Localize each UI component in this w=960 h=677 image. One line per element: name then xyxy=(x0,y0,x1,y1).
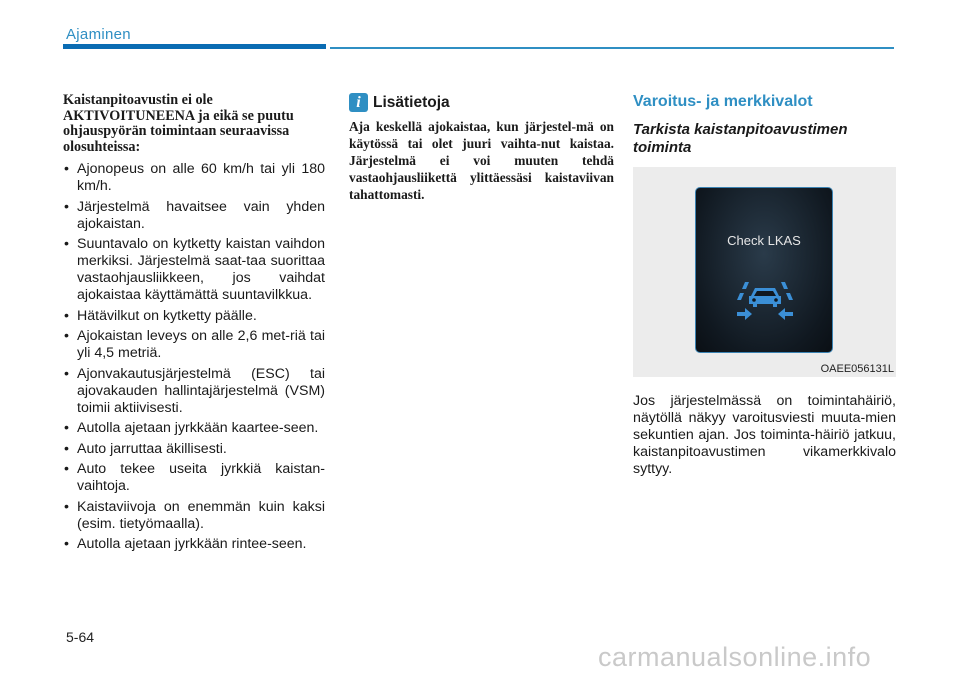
bullet-icon: • xyxy=(64,198,69,215)
bullet-icon: • xyxy=(64,365,69,382)
section-title: Ajaminen xyxy=(66,26,131,43)
watermark: carmanualsonline.info xyxy=(598,642,872,672)
list-item: • Ajokaistan leveys on alle 2,6 met-riä tai yli 4,5 metriä. xyxy=(64,328,325,361)
list-item: • Hätävilkut on kytketty päälle. xyxy=(64,307,257,324)
cluster-display xyxy=(695,187,833,353)
header-accent-bar xyxy=(63,44,326,49)
display-message: Check LKAS xyxy=(727,233,801,248)
bullet-icon: • xyxy=(64,536,69,552)
bullet-icon: • xyxy=(64,498,69,515)
bullet-icon: • xyxy=(64,328,69,344)
bullet-icon: • xyxy=(64,440,69,457)
list-item: • Auto jarruttaa äkillisesti. xyxy=(64,440,227,457)
bullet-icon: • xyxy=(64,307,69,324)
info-icon: i xyxy=(349,93,368,112)
info-title: Lisätietoja xyxy=(373,93,450,111)
list-item: • Kaistaviivoja on enemmän kuin kaksi (esim. tietyömaalla). xyxy=(64,498,325,532)
header-rule xyxy=(330,47,894,49)
info-text: Aja keskellä ajokaistaa, kun järjestel-mä on käytössä tai olet juuri vaihta-nut kaistaa. Järjestelmä ei voi muuten tehdä vastaohjausliikettä ylittäessäsi kaistaviivan tahattomasti. xyxy=(349,119,614,202)
info-header xyxy=(349,93,614,112)
conditions-list xyxy=(63,161,325,553)
list-item: • Järjestelmä havaitsee vain yhden ajokaistan. xyxy=(64,198,325,232)
conditions-heading: Kaistanpitoavustin ei ole AKTIVOITUNEENA ja eikä se puutu ohjauspyörän toimintaan seuraavissa olosuhteissa: xyxy=(63,92,294,155)
bullet-icon: • xyxy=(64,161,69,177)
right-column xyxy=(633,93,896,478)
list-item: • Suuntavalo on kytketty kaistan vaihdon merkiksi. Järjestelmä saat-taa suorittaa vastaohjausliikkeen, jos vaihdat ajokaistaa käyttämättä suuntavilkkua. xyxy=(64,236,325,303)
cluster-figure xyxy=(633,167,896,377)
bullet-icon: • xyxy=(64,236,69,252)
list-item: • Ajonvakautusjärjestelmä (ESC) tai ajovakauden hallintajärjestelmä (VSM) toimii aktiivisesti. xyxy=(64,365,325,416)
lkas-car-lane-icon xyxy=(731,280,799,324)
list-item: • Autolla ajetaan jyrkkään kaartee-seen. xyxy=(64,420,319,436)
left-column xyxy=(63,93,325,557)
warning-subtitle: Tarkista kaistanpitoavustimen toiminta xyxy=(633,121,848,156)
bullet-icon: • xyxy=(64,461,69,477)
middle-column xyxy=(349,93,614,203)
page-number: 5-64 xyxy=(66,629,95,645)
list-item: • Autolla ajetaan jyrkkään rintee-seen. xyxy=(64,536,307,552)
malfunction-text: Jos järjestelmässä on toimintahäiriö, näytöllä näkyy varoitusviesti muuta-mien sekuntien ajan. Jos toiminta-häiriö jatkuu, kaistanpitoavustimen vikamerkkivalo syttyy. xyxy=(633,393,896,477)
list-item: • Auto tekee useita jyrkkiä kaistan-vaihtoja. xyxy=(64,461,325,494)
figure-code: OAEE056131L xyxy=(820,363,894,375)
bullet-icon: • xyxy=(64,420,69,436)
warning-title: Varoitus- ja merkkivalot xyxy=(633,93,813,110)
list-item: • Ajonopeus on alle 60 km/h tai yli 180 km/h. xyxy=(64,161,325,194)
